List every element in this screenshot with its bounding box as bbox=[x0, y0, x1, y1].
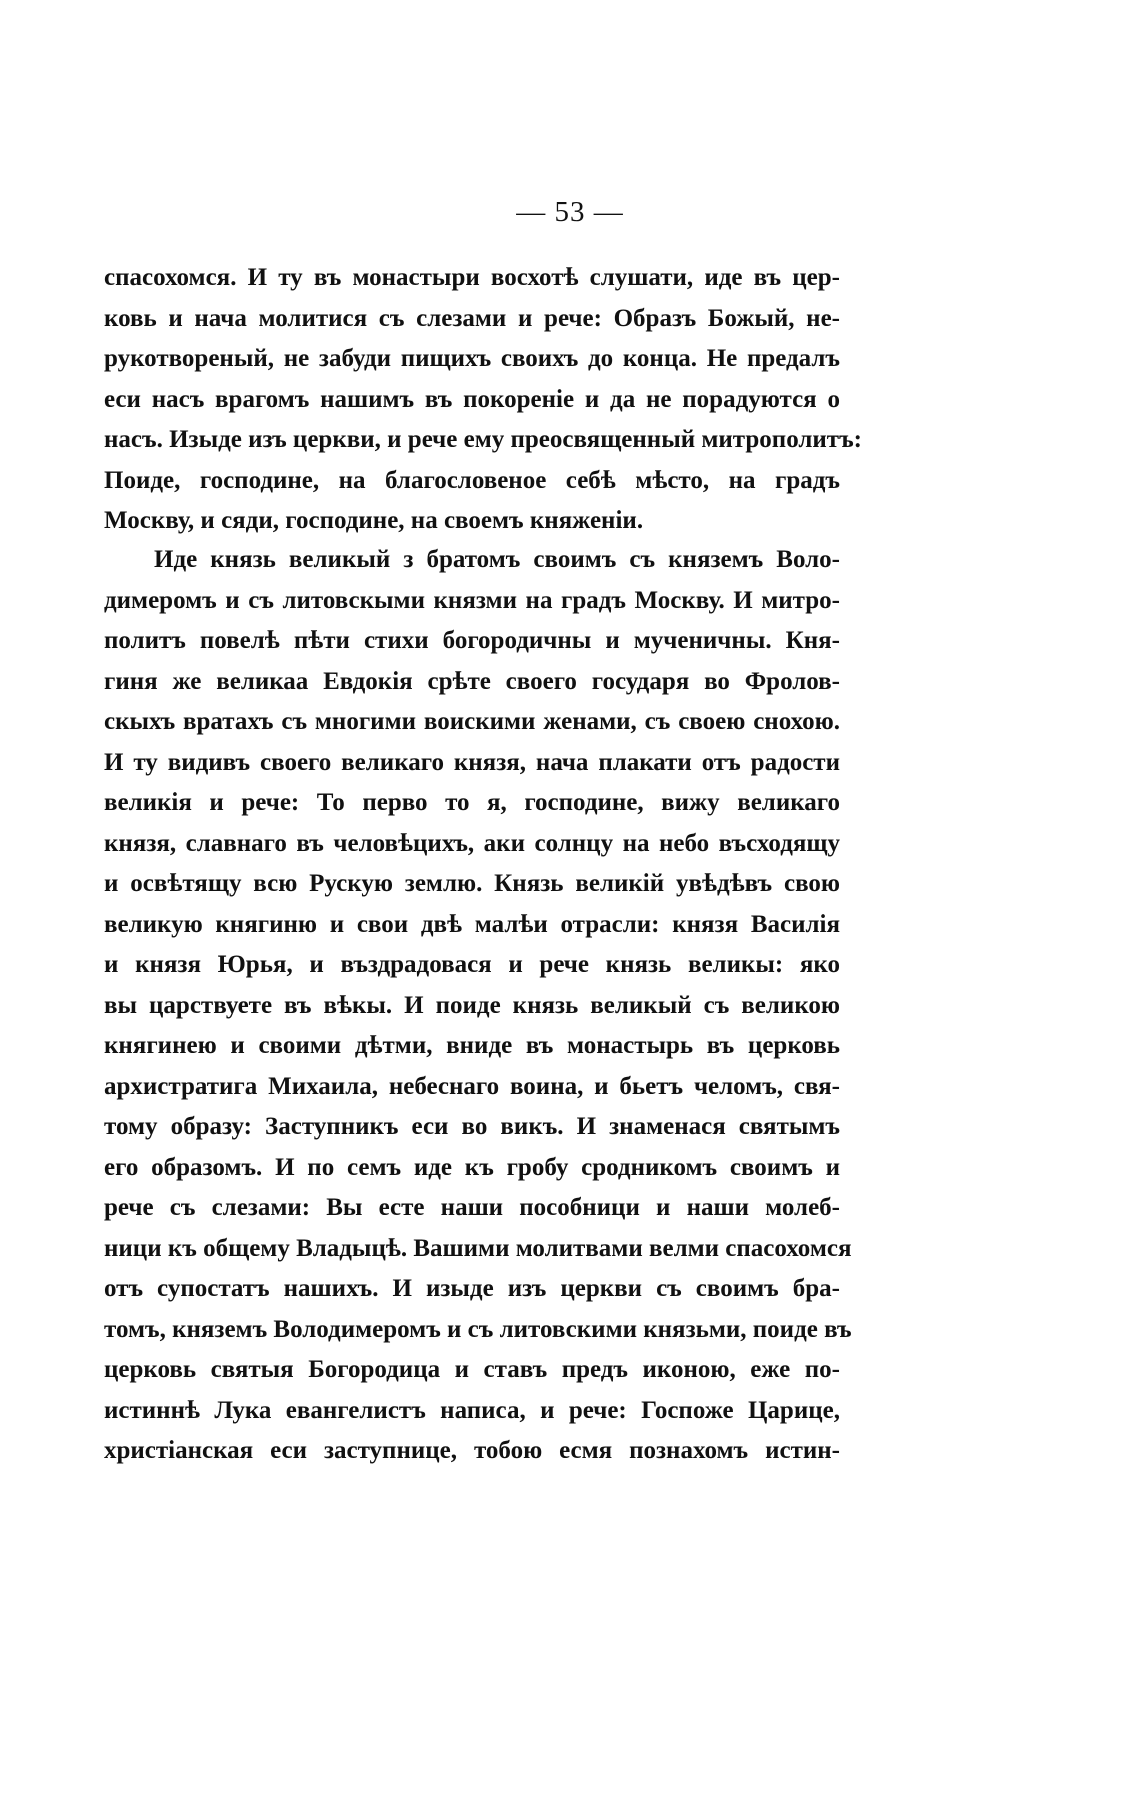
text-line: его образомъ. И по семъ иде къ гробу сродникомъ своимъ и bbox=[104, 1153, 840, 1181]
text-line: княгинею и своими дѣтми, вниде въ монастырь въ церковь bbox=[104, 1032, 840, 1059]
text-line: гиня же великаа Евдокія срѣте своего государя во Фролов- bbox=[104, 667, 840, 695]
text-line: христіанская еси заступнице, тобою есмя познахомъ истин- bbox=[104, 1437, 840, 1464]
text-line: Поиде, господине, на благословеное себѣ мѣсто, на градъ bbox=[104, 466, 840, 494]
text-line: ници къ общему Владыцѣ. Вашими молитвами велми спасохомся bbox=[104, 1234, 852, 1262]
text-line: церковь святыя Богородица и ставъ предъ иконою, еже по- bbox=[104, 1356, 840, 1383]
text-line: рече съ слезами: Вы есте наши пособници и наши молеб- bbox=[104, 1194, 840, 1221]
text-line: отъ супостатъ нашихъ. И изыде изъ церкви съ своимъ бра- bbox=[104, 1275, 840, 1302]
text-line: Москву, и сяди, господине, на своемъ княженіи. bbox=[104, 507, 644, 534]
text-line: И ту видивъ своего великаго князя, нача плакати отъ радости bbox=[104, 748, 840, 776]
text-line: и освѣтящу всю Рускую землю. Князь великій увѣдѣвъ свою bbox=[104, 870, 840, 897]
text-line: димеромъ и съ литовскыми князми на градъ Москву. И митро- bbox=[104, 586, 840, 614]
text-line: тому образу: Заступникъ еси во викъ. И знаменася святымъ bbox=[104, 1113, 840, 1140]
text-line: политъ повелѣ пѣти стихи богородичны и мученичны. Кня- bbox=[104, 627, 840, 654]
paragraph-2 bbox=[104, 540, 852, 1472]
text-line: князя, славнаго въ человѣцихъ, аки солнцу на небо въсходящу bbox=[104, 829, 840, 857]
text-line: великія и рече: То перво то я, господине, вижу великаго bbox=[104, 789, 840, 816]
text-line: томъ, княземъ Володимеромъ и съ литовскими князьми, поиде въ bbox=[104, 1315, 852, 1343]
text-line: насъ. Изыде изъ церкви, и рече ему преосвященный митрополитъ: bbox=[104, 426, 862, 453]
text-line: спасохомся. И ту въ монастыри восхотѣ слушати, иде въ цер- bbox=[104, 264, 840, 291]
text-line: рукотвореный, не забуди пищихъ своихъ до конца. Не предалъ bbox=[104, 345, 840, 372]
paragraph-1 bbox=[104, 258, 862, 542]
text-line: Иде князь великый з братомъ своимъ съ княземъ Воло- bbox=[154, 546, 840, 573]
text-line: истиннѣ Лука евангелистъ написа, и рече: Госпоже Царице, bbox=[104, 1396, 840, 1424]
text-line: еси насъ врагомъ нашимъ въ покореніе и да не порадуются о bbox=[104, 385, 840, 413]
page-number: — 53 — bbox=[516, 196, 624, 228]
text-line: архистратига Михаила, небеснаго воина, и бьетъ челомъ, свя- bbox=[104, 1072, 840, 1100]
text-line: и князя Юрья, и въздрадовася и рече князь великы: яко bbox=[104, 951, 840, 978]
text-line: ковь и нача молитися съ слезами и рече: Образъ Божый, не- bbox=[104, 304, 840, 332]
text-line: вы царствуете въ вѣкы. И поиде князь великый съ великою bbox=[104, 991, 840, 1019]
text-line: скыхъ вратахъ съ многими воискими женами, съ своею снохою. bbox=[104, 708, 840, 735]
text-line: великую княгиню и свои двѣ малѣи отрасли: князя Василія bbox=[104, 910, 840, 938]
